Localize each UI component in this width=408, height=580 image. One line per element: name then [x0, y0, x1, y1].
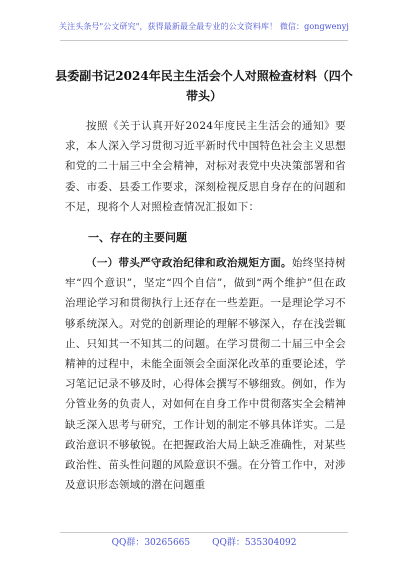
subsection-paragraph — [65, 253, 346, 495]
subsection-lead: （一）带头严守政治纪律和政治规矩方面。 — [86, 257, 292, 269]
subsection-body: 始终坚持树牢“四个意识”，坚定“四个自信”，做到“两个维护”但在政治理论学习和贯彻执行上还存在一些差距。一是理论学习不够系统深入。对党的创新理论的理解不够深入，存在浅尝辄止、只知其一不知其二的问题。在学习贯彻二十届三中全会精神的过程中，未能全面领会全面深化改革的重要论述，学习笔记记录不够及时，心得体会撰写不够细致。例如，作为分管业务的负责人，对如何在自身工作中贯彻落实全会精神缺乏深入思考与研究，工作计划的制定不够具体详实。二是政治意识不够敏锐。在把握政治大局上缺乏准确性，对某些政治性、苗头性问题的风险意识不强。在分管工作中，对涉及意识形态领域的潜在问题重 — [65, 257, 346, 492]
qq-group-2: QQ群：535304092 — [212, 538, 297, 548]
promo-banner: 关注头条号"公文研究"，获得最新最全最专业的公文资料库！ 微信：gongwenyj — [59, 22, 349, 31]
intro-paragraph: 按照《关于认真开好2024年度民主生活会的通知》要求，本人深入学习贯彻习近平新时代中国特色社会主义思想和党的二十届三中全会精神，对标对表党中央决策部署和省委、市委、县委工作要求，深刻检视反思自身存在的问题和不足，现将个人对照检查情况汇报如下： — [65, 120, 346, 213]
footer — [0, 537, 408, 549]
document-title: 县委副书记2024年民主生活会个人对照检查材料（四个带头） — [55, 69, 353, 103]
footer-divider — [60, 532, 348, 533]
section-heading: 一、存在的主要问题 — [88, 231, 187, 244]
qq-group-1: QQ群：30265665 — [111, 538, 191, 548]
subsection-block — [65, 253, 346, 495]
header-divider — [60, 40, 348, 41]
intro-paragraph-block — [65, 116, 346, 217]
